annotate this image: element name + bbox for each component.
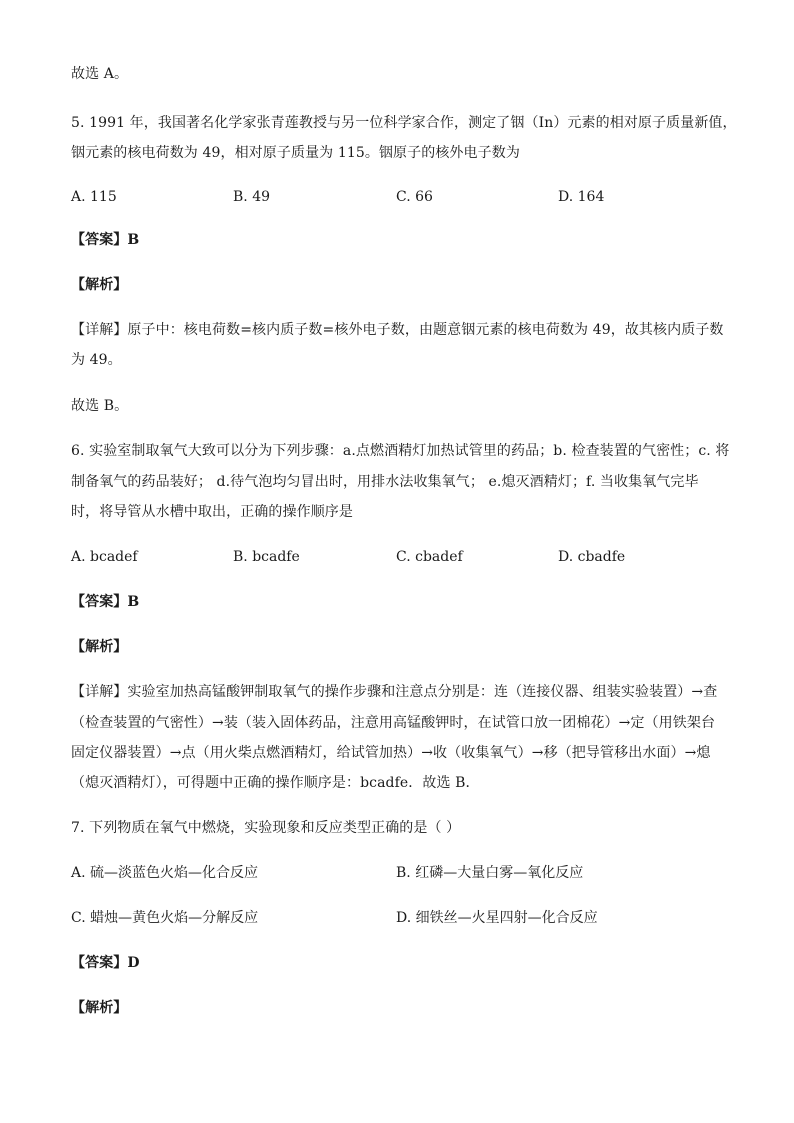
q7-analysis-label: 【解析】 [71,1000,128,1016]
question-6-stem-line3: 时，将导管从水槽中取出，正确的操作顺序是 [71,504,353,520]
q5-option-a: A. 115 [71,189,117,205]
q6-option-b: B. bcadfe [233,549,300,565]
question-6-stem-line2: 制备氧气的药品装好； d.待气泡均匀冒出时，用排水法收集氧气； e.熄灭酒精灯；f. 当收集氧气完毕 [71,474,699,490]
q6-option-c: C. cbadef [396,549,463,565]
q7-option-c: C. 蜡烛—黄色火焰—分解反应 [71,910,259,926]
q5-option-c: C. 66 [396,189,433,205]
conclusion-q5: 故选 B。 [71,398,129,414]
q5-option-b: B. 49 [233,189,271,205]
q5-answer: 【答案】B [71,232,140,248]
question-7-stem: 7. 下列物质在氧气中燃烧，实验现象和反应类型正确的是（ ） [71,820,461,836]
q6-detail-line3: 固定仪器装置）→点（用火柴点燃酒精灯，给试管加热）→收（收集氧气）→移（把导管移出水面）→熄 [71,745,711,761]
question-6-stem-line1: 6. 实验室制取氧气大致可以分为下列步骤：a.点燃酒精灯加热试管里的药品；b. 检查装置的气密性；c. 将 [71,443,730,459]
q6-detail-line4: （熄灭酒精灯），可得题中正确的操作顺序是：bcadfe．故选 B． [71,775,480,791]
q7-option-b: B. 红磷—大量白雾—氧化反应 [396,865,584,881]
q5-analysis-label: 【解析】 [71,277,128,293]
q7-option-d: D. 细铁丝—火星四射—化合反应 [396,910,598,926]
q5-detail-line2: 为 49。 [71,352,122,368]
question-5-stem-line1: 5. 1991 年，我国著名化学家张青莲教授与另一位科学家合作，测定了铟（In）元素的相对原子质量新值， [71,115,737,131]
q6-detail-line1: 【详解】实验室加热高锰酸钾制取氧气的操作步骤和注意点分别是：连（连接仪器、组装实验装置）→查 [71,684,718,700]
q7-option-a: A. 硫—淡蓝色火焰—化合反应 [71,865,259,881]
q6-answer: 【答案】B [71,594,140,610]
q6-analysis-label: 【解析】 [71,639,128,655]
question-5-stem-line2: 铟元素的核电荷数为 49，相对原子质量为 115。铟原子的核外电子数为 [71,145,520,161]
q6-detail-line2: （检查装置的气密性）→装（装入固体药品，注意用高锰酸钾时，在试管口放一团棉花）→定（用铁架台 [71,715,716,731]
q7-answer: 【答案】D [71,955,140,971]
q6-option-a: A. bcadef [71,549,138,565]
conclusion-q4: 故选 A。 [71,66,129,82]
q6-option-d: D. cbadfe [558,549,626,565]
q5-detail-line1: 【详解】原子中：核电荷数=核内质子数=核外电子数，由题意铟元素的核电荷数为 49，故其核内质子数 [71,322,724,338]
q5-option-d: D. 164 [558,189,605,205]
